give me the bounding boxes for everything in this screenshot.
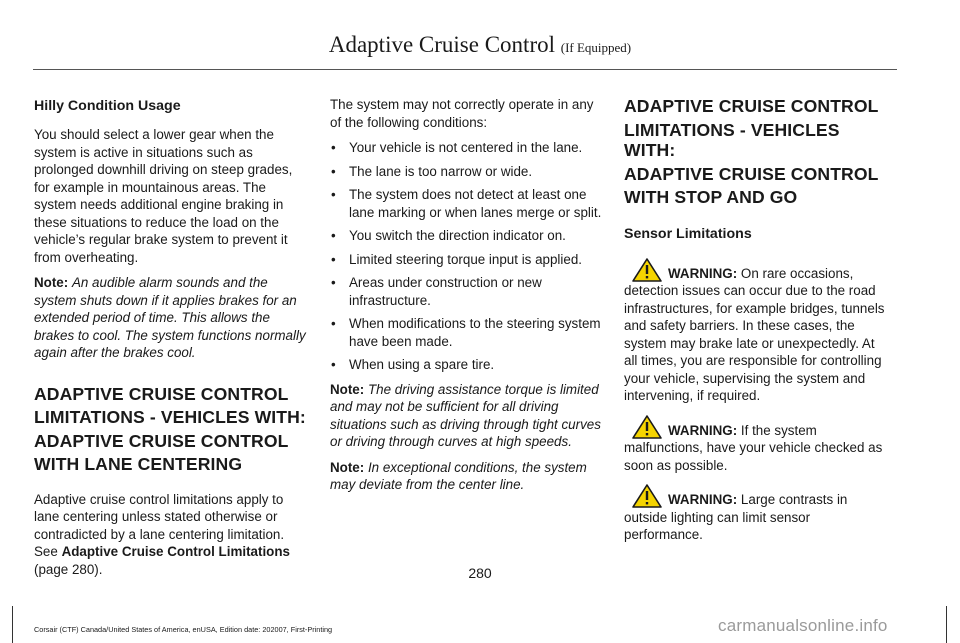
torque-note bbox=[330, 381, 602, 451]
list-item: • Limited steering torque input is applied. bbox=[330, 251, 602, 269]
section-heading-line: ADAPTIVE CRUISE CONTROL bbox=[34, 430, 289, 451]
section-heading-line: WITH STOP AND GO bbox=[624, 187, 798, 207]
note-label: Note: bbox=[330, 381, 365, 397]
section-heading-line: LIMITATIONS - VEHICLES WITH: bbox=[624, 119, 840, 160]
hilly-paragraph: You should select a lower gear when the system is active in situations such as prolonged downhill driving on steep grades, for example in mountainous areas. The system needs additional engine braking in these situations to reduce the load on the vehicle’s regular brake system to prevent it from overheating. bbox=[34, 127, 293, 265]
note-text: The driving assistance torque is limited and may not be sufficient for all driving situations such as driving through tight curves or driving through curves at high speeds. bbox=[330, 381, 601, 449]
lane-crossref-link[interactable]: Adaptive Cruise Control Limitations bbox=[61, 544, 290, 559]
warning-block bbox=[624, 258, 889, 405]
warning-text: If the system malfunctions, have your vehicle checked as soon as possible. bbox=[624, 422, 883, 473]
conditions-intro: The system may not correctly operate in any of the following conditions: bbox=[330, 97, 594, 130]
section-heading-lane-centering bbox=[34, 384, 306, 475]
list-item: • The lane is too narrow or wide. bbox=[330, 163, 602, 181]
crop-mark-left bbox=[12, 606, 13, 643]
column-middle bbox=[330, 96, 602, 502]
list-item: • You switch the direction indicator on. bbox=[330, 227, 602, 245]
note-text: In exceptional conditions, the system may deviate from the center line. bbox=[330, 459, 587, 492]
section-heading-line: ADAPTIVE CRUISE CONTROL bbox=[34, 383, 289, 404]
conditions-list bbox=[330, 139, 602, 374]
warning-block bbox=[624, 415, 889, 475]
note-text: An audible alarm sounds and the system shuts down if it applies brakes for an extended period of time. This allows the brakes to cool. The system functions normally again after the brakes cool. bbox=[34, 275, 306, 360]
page-header-title bbox=[0, 32, 960, 58]
warning-label: WARNING: bbox=[668, 422, 738, 438]
crop-mark-right bbox=[946, 606, 947, 643]
lane-text: Adaptive cruise control limitations apply to lane centering unless stated otherwise or contradicted by a lane centering limitation. See bbox=[34, 491, 285, 559]
column-right bbox=[624, 96, 889, 551]
page-number: 280 bbox=[468, 565, 492, 581]
list-item: • When modifications to the steering system have been made. bbox=[330, 315, 602, 350]
sensor-limitations-heading: Sensor Limitations bbox=[624, 225, 752, 242]
list-item: • Areas under construction or new infrastructure. bbox=[330, 274, 602, 309]
warning-triangle-icon bbox=[632, 484, 662, 508]
list-item: • The system does not detect at least one lane marking or when lanes merge or split. bbox=[330, 186, 602, 221]
section-heading-line: ADAPTIVE CRUISE CONTROL bbox=[624, 96, 879, 116]
warning-text: Large contrasts in outside lighting can limit sensor performance. bbox=[624, 492, 848, 542]
section-heading-line: LIMITATIONS - VEHICLES WITH: bbox=[34, 407, 306, 427]
warning-label: WARNING: bbox=[668, 492, 738, 507]
section-heading-line: WITH LANE CENTERING bbox=[34, 454, 243, 474]
watermark: carmanualsonline.info bbox=[718, 616, 888, 635]
list-item: • When using a spare tire. bbox=[330, 356, 602, 374]
hilly-note bbox=[34, 274, 306, 362]
hilly-heading: Hilly Condition Usage bbox=[34, 98, 181, 114]
section-heading-line: ADAPTIVE CRUISE CONTROL bbox=[624, 163, 879, 184]
note-label: Note: bbox=[34, 275, 69, 290]
list-item: • Your vehicle is not centered in the lane. bbox=[330, 139, 602, 157]
header-rule bbox=[33, 69, 897, 70]
edition-footer: Corsair (CTF) Canada/United States of America, enUSA, Edition date: 202007, First-Printing bbox=[34, 625, 333, 634]
warning-text: On rare occasions, detection issues can occur due to the road infrastructures, for example bridges, tunnels and safety barriers. In these cases, the system may brake late or unexpectedly. At all times, you are responsible for controlling your vehicle, supervising the system and intervening, if required. bbox=[624, 265, 885, 403]
header-subtitle: (If Equipped) bbox=[560, 40, 632, 55]
warning-triangle-icon bbox=[632, 415, 662, 439]
deviation-note bbox=[330, 459, 602, 494]
lane-page-ref: (page 280). bbox=[34, 561, 103, 577]
warning-triangle-icon bbox=[632, 258, 662, 282]
warning-label: WARNING: bbox=[668, 265, 738, 281]
header-title-text: Adaptive Cruise Control bbox=[328, 32, 555, 57]
column-left bbox=[34, 96, 306, 586]
note-label: Note: bbox=[330, 459, 365, 475]
section-heading-stop-and-go bbox=[624, 96, 889, 208]
warning-block bbox=[624, 484, 889, 544]
